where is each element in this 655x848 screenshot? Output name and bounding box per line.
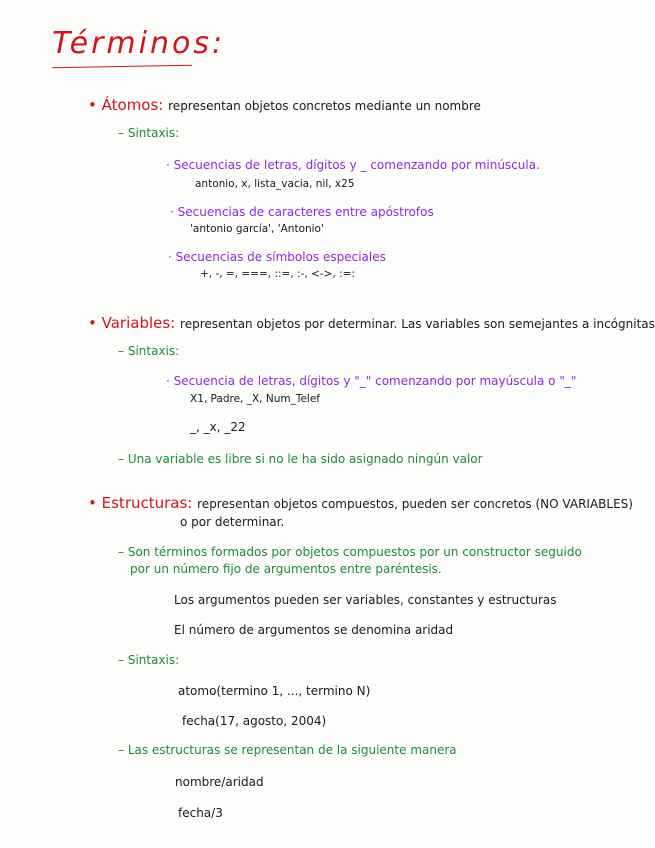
- estructuras-args-2: El número de argumentos se denomina aridad: [174, 623, 454, 637]
- atomos-item-3: · Secuencias de símbolos especiales: [168, 250, 386, 264]
- estructuras-def-1: – Son términos formados por objetos compuestos por un constructor seguido: [118, 545, 582, 559]
- variables-description: representan objetos por determinar. Las variables son semejantes a incógnitas: [180, 317, 655, 331]
- estructuras-sintaxis-label: Sintaxis:: [127, 653, 180, 667]
- title-underline: [52, 65, 192, 68]
- variables-example-1: X1, Padre, _X, Num_Telef: [190, 393, 320, 405]
- estructuras-line: [88, 494, 633, 512]
- atomos-item-1: · Secuencias de letras, dígitos y _ comenzando por minúscula.: [166, 158, 540, 172]
- atomos-item-1-example: antonio, x, lista_vacia, nil, x25: [195, 178, 355, 190]
- estructuras-description-2: o por determinar.: [180, 515, 285, 529]
- atomos-line: [88, 96, 481, 114]
- atomos-item-3-label: Secuencias de símbolos especiales: [175, 250, 386, 264]
- estructuras-repr-1: nombre/aridad: [175, 775, 264, 789]
- atomos-heading: Átomos:: [101, 96, 164, 114]
- variables-note-label: Una variable es libre si no le ha sido asignado ningún valor: [127, 452, 483, 466]
- estructuras-description-1: representan objetos compuestos, pueden ser concretos (NO VARIABLES): [197, 497, 633, 511]
- atomos-item-2-label: Secuencias de caracteres entre apóstrofos: [177, 205, 434, 219]
- estructuras-repr: – Las estructuras se representan de la siguiente manera: [118, 743, 457, 757]
- estructuras-syntax-1: atomo(termino 1, ..., termino N): [178, 684, 371, 698]
- bullet-icon: •: [88, 494, 97, 512]
- variables-line: [88, 314, 655, 332]
- estructuras-sintaxis: – Sintaxis:: [118, 653, 180, 667]
- estructuras-args-1: Los argumentos pueden ser variables, constantes y estructuras: [174, 593, 557, 607]
- estructuras-repr-label: Las estructuras se representan de la siguiente manera: [127, 743, 457, 757]
- atomos-item-1-label: Secuencias de letras, dígitos y _ comenzando por minúscula.: [173, 158, 540, 172]
- atomos-item-2-example: 'antonio garcía', 'Antonio': [190, 223, 324, 235]
- variables-item-label: Secuencia de letras, dígitos y "_" comenzando por mayúscula o "_": [173, 374, 577, 388]
- variables-sintaxis-label: Sintaxis:: [127, 344, 180, 358]
- atomos-item-2: · Secuencias de caracteres entre apóstrofos: [170, 205, 434, 219]
- variables-note: – Una variable es libre si no le ha sido asignado ningún valor: [118, 452, 483, 466]
- atomos-item-3-example: +, -, =, ===, ::=, :-, <->, :=:: [200, 268, 355, 280]
- estructuras-heading: Estructuras:: [101, 494, 193, 512]
- bullet-icon: •: [88, 96, 97, 114]
- variables-item: · Secuencia de letras, dígitos y "_" comenzando por mayúscula o "_": [166, 374, 577, 388]
- variables-example-2: _, _x, _22: [190, 420, 246, 434]
- variables-heading: Variables:: [101, 314, 176, 332]
- page-title: Términos:: [52, 26, 226, 61]
- variables-sintaxis: – Sintaxis:: [118, 344, 180, 358]
- estructuras-syntax-2: fecha(17, agosto, 2004): [182, 714, 327, 728]
- estructuras-def-2: por un número fijo de argumentos entre paréntesis.: [130, 562, 442, 576]
- estructuras-def-1-label: Son términos formados por objetos compuestos por un constructor seguido: [127, 545, 582, 559]
- bullet-icon: •: [88, 314, 97, 332]
- atomos-sintaxis-label: Sintaxis:: [127, 126, 180, 140]
- atomos-description: representan objetos concretos mediante un nombre: [168, 99, 481, 113]
- atomos-sintaxis: – Sintaxis:: [118, 126, 180, 140]
- estructuras-repr-2: fecha/3: [178, 806, 223, 820]
